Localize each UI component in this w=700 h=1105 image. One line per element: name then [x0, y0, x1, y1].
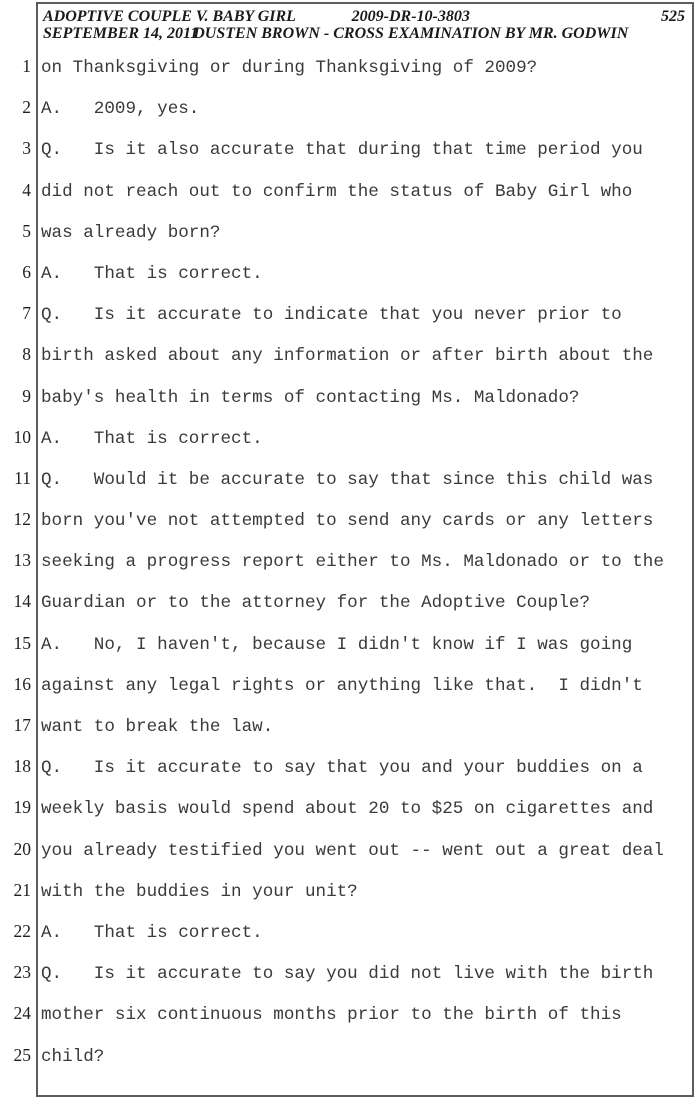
- line-number: 25: [13, 1044, 31, 1065]
- transcript-line: Q. Would it be accurate to say that since this child was: [41, 469, 654, 490]
- transcript-line: you already testified you went out -- went out a great deal: [41, 840, 664, 861]
- transcript-line: Guardian or to the attorney for the Adoptive Couple?: [41, 593, 591, 614]
- line-number: 11: [14, 467, 31, 488]
- transcript-line: Q. Is it accurate to say you did not live with the birth: [41, 964, 654, 985]
- transcript-line: weekly basis would spend about 20 to $25 on cigarettes and: [41, 799, 654, 820]
- transcript-line: A. No, I haven't, because I didn't know if I was going: [41, 634, 633, 655]
- line-number: 24: [13, 1003, 31, 1024]
- transcript-line: mother six continuous months prior to the birth of this: [41, 1005, 622, 1026]
- line-number: 21: [13, 879, 31, 900]
- transcript-line: baby's health in terms of contacting Ms. Maldonado?: [41, 387, 580, 408]
- line-number: 18: [13, 756, 31, 777]
- line-number: 1: [22, 56, 31, 76]
- case-title: ADOPTIVE COUPLE V. BABY GIRL: [43, 8, 296, 25]
- transcript-line: did not reach out to confirm the status of Baby Girl who: [41, 181, 633, 202]
- line-number: 20: [13, 838, 31, 859]
- transcript-line: A. 2009, yes.: [41, 99, 200, 120]
- line-number: 12: [13, 509, 31, 530]
- line-number: 6: [22, 261, 31, 282]
- line-number: 5: [22, 220, 31, 241]
- page-header: [38, 8, 692, 48]
- transcript-line: A. That is correct.: [41, 428, 263, 449]
- examination-title: DUSTEN BROWN - CROSS EXAMINATION BY MR. GODWIN: [193, 25, 629, 42]
- line-number: 10: [13, 426, 31, 447]
- transcript-box: [36, 2, 694, 1097]
- line-number: 22: [13, 920, 31, 941]
- line-number-column: [0, 46, 31, 1076]
- line-number: 17: [13, 715, 31, 735]
- header-row-2: [38, 25, 692, 42]
- hearing-date: SEPTEMBER 14, 2011: [43, 25, 199, 42]
- transcript-line: Q. Is it accurate to indicate that you never prior to: [41, 305, 622, 326]
- line-number: 13: [13, 550, 31, 571]
- transcript-line: with the buddies in your unit?: [41, 881, 358, 902]
- transcript-line: child?: [41, 1046, 105, 1067]
- line-number: 23: [13, 962, 31, 983]
- line-number: 9: [22, 385, 31, 406]
- transcript-line: against any legal rights or anything like that. I didn't: [41, 675, 643, 696]
- transcript-line: on Thanksgiving or during Thanksgiving of 2009?: [41, 58, 538, 78]
- line-number: 16: [13, 673, 31, 694]
- line-number: 8: [22, 344, 31, 365]
- transcript-line: Q. Is it also accurate that during that time period you: [41, 140, 643, 161]
- line-number: 19: [13, 797, 31, 818]
- line-number: 7: [22, 303, 31, 324]
- line-number: 4: [22, 179, 31, 200]
- transcript-line: A. That is correct.: [41, 263, 263, 284]
- line-number: 15: [13, 632, 31, 653]
- transcript-body: [41, 48, 691, 1078]
- transcript-line: A. That is correct.: [41, 922, 263, 943]
- header-row-1: [38, 8, 692, 25]
- transcript-line: want to break the law.: [41, 717, 274, 737]
- transcript-line: seeking a progress report either to Ms. Maldonado or to the: [41, 552, 664, 573]
- page-number: 525: [661, 8, 685, 25]
- line-number: 14: [13, 591, 31, 612]
- line-number: 3: [22, 138, 31, 159]
- case-number: 2009-DR-10-3803: [351, 8, 470, 25]
- line-number: 2: [22, 97, 31, 118]
- transcript-line: birth asked about any information or after birth about the: [41, 346, 654, 367]
- transcript-line: Q. Is it accurate to say that you and your buddies on a: [41, 758, 643, 779]
- transcript-line: born you've not attempted to send any cards or any letters: [41, 511, 654, 532]
- transcript-line: was already born?: [41, 222, 221, 243]
